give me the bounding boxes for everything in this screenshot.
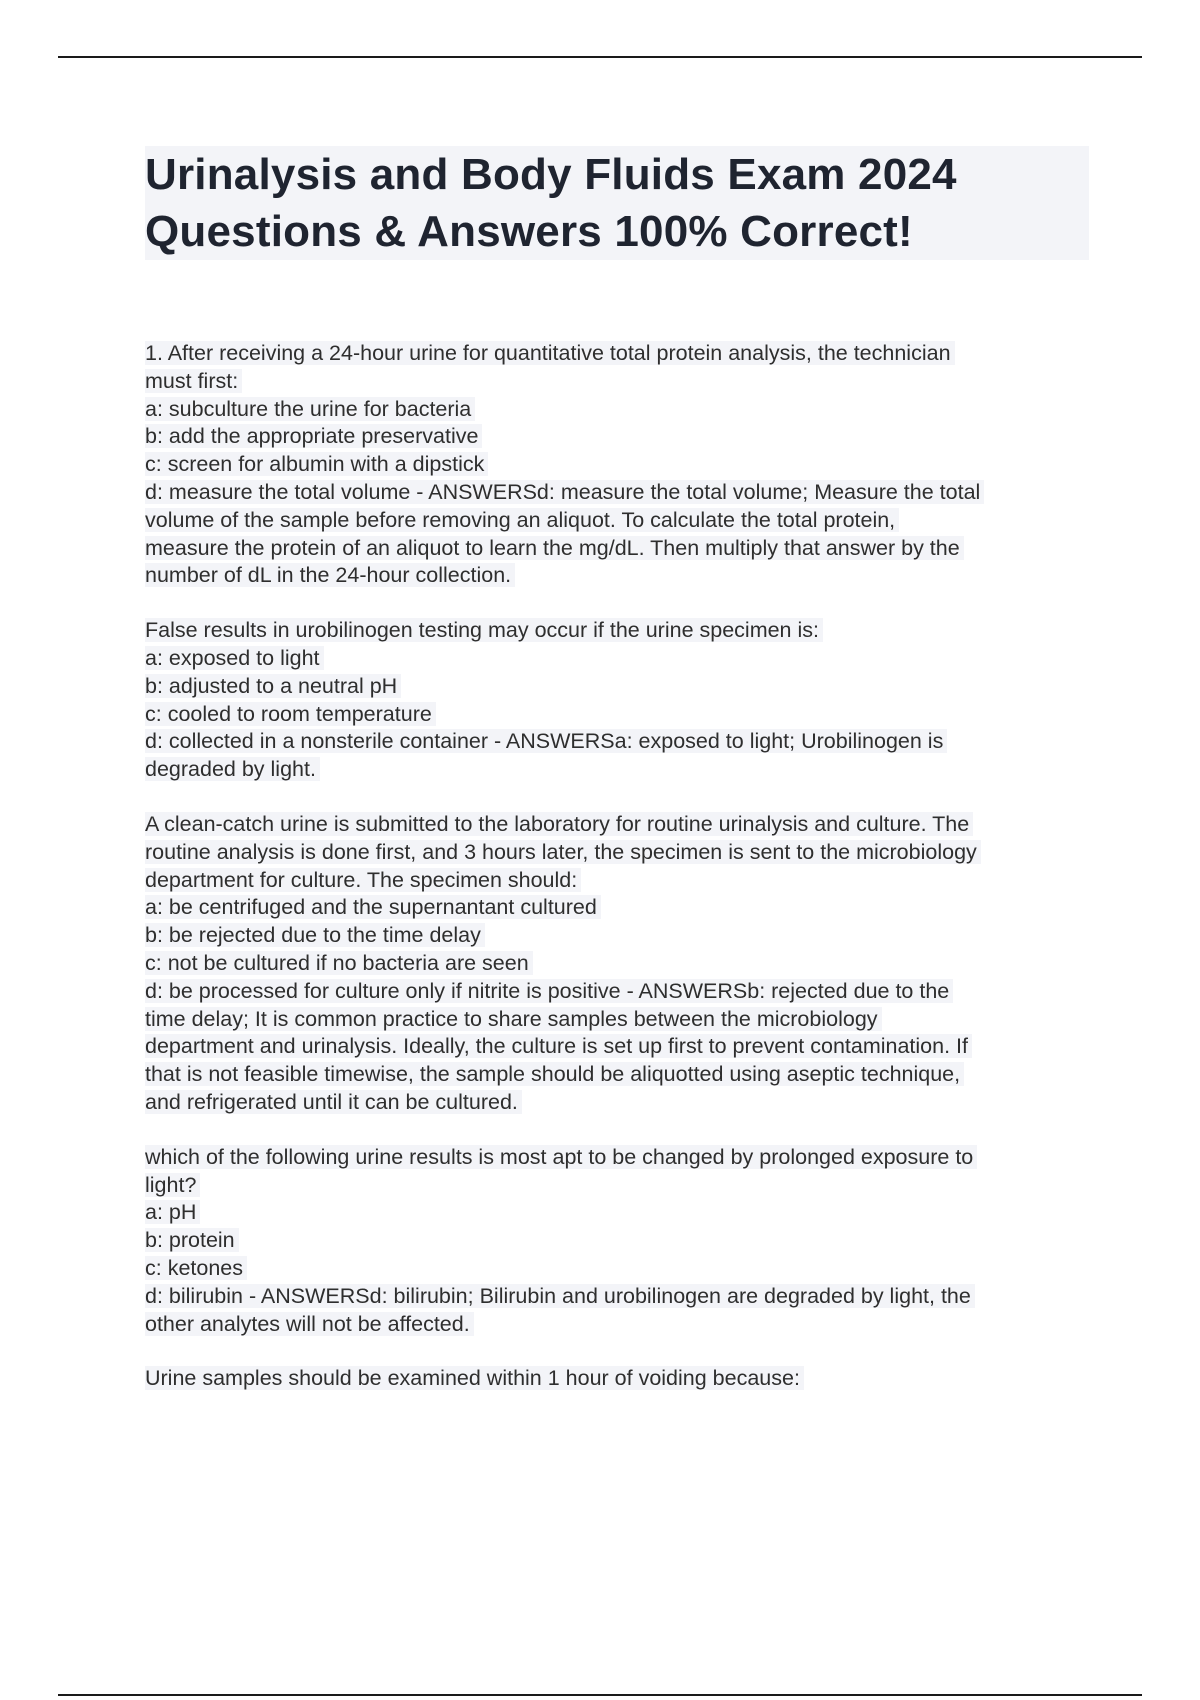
option-b: b: add the appropriate preservative bbox=[145, 423, 1089, 451]
question-5 bbox=[145, 1365, 1089, 1393]
option-d-answer: d: collected in a nonsterile container - ANSWERSa: exposed to light; Urobilinogen is bbox=[145, 728, 1089, 756]
option-a: a: pH bbox=[145, 1199, 1089, 1227]
answer-explanation: department and urinalysis. Ideally, the culture is set up first to prevent contamination. If bbox=[145, 1033, 1089, 1061]
question-text: False results in urobilinogen testing may occur if the urine specimen is: bbox=[145, 617, 1089, 645]
question-2 bbox=[145, 617, 1089, 784]
question-text: A clean-catch urine is submitted to the laboratory for routine urinalysis and culture. The bbox=[145, 811, 1089, 839]
option-b: b: adjusted to a neutral pH bbox=[145, 673, 1089, 701]
document-title bbox=[145, 146, 1089, 260]
question-text: Urine samples should be examined within 1 hour of voiding because: bbox=[145, 1365, 1089, 1393]
option-a: a: be centrifuged and the supernantant cultured bbox=[145, 894, 1089, 922]
option-c: c: cooled to room temperature bbox=[145, 701, 1089, 729]
question-text: which of the following urine results is most apt to be changed by prolonged exposure to bbox=[145, 1144, 1089, 1172]
option-c: c: screen for albumin with a dipstick bbox=[145, 451, 1089, 479]
option-d-answer: d: bilirubin - ANSWERSd: bilirubin; Bilirubin and urobilinogen are degraded by light, the bbox=[145, 1283, 1089, 1311]
answer-explanation: time delay; It is common practice to share samples between the microbiology bbox=[145, 1006, 1089, 1034]
bottom-rule bbox=[58, 1694, 1142, 1696]
option-c: c: not be cultured if no bacteria are seen bbox=[145, 950, 1089, 978]
question-text: routine analysis is done first, and 3 hours later, the specimen is sent to the microbiology bbox=[145, 839, 1089, 867]
answer-explanation: number of dL in the 24-hour collection. bbox=[145, 562, 1089, 590]
question-text: department for culture. The specimen should: bbox=[145, 867, 1089, 895]
option-d-answer: d: be processed for culture only if nitrite is positive - ANSWERSb: rejected due to the bbox=[145, 978, 1089, 1006]
question-text: light? bbox=[145, 1172, 1089, 1200]
question-1 bbox=[145, 340, 1089, 590]
question-text: 1. After receiving a 24-hour urine for quantitative total protein analysis, the technician bbox=[145, 340, 1089, 368]
option-b: b: be rejected due to the time delay bbox=[145, 922, 1089, 950]
option-c: c: ketones bbox=[145, 1255, 1089, 1283]
answer-explanation: measure the protein of an aliquot to learn the mg/dL. Then multiply that answer by the bbox=[145, 535, 1089, 563]
answer-explanation: volume of the sample before removing an aliquot. To calculate the total protein, bbox=[145, 507, 1089, 535]
option-a: a: subculture the urine for bacteria bbox=[145, 396, 1089, 424]
option-a: a: exposed to light bbox=[145, 645, 1089, 673]
questions-list bbox=[145, 340, 1089, 1420]
answer-explanation: other analytes will not be affected. bbox=[145, 1311, 1089, 1339]
title-line-2: Questions & Answers 100% Correct! bbox=[145, 207, 913, 256]
answer-explanation: and refrigerated until it can be cultured. bbox=[145, 1089, 1089, 1117]
question-text: must first: bbox=[145, 368, 1089, 396]
answer-explanation: degraded by light. bbox=[145, 756, 1089, 784]
question-3 bbox=[145, 811, 1089, 1117]
top-rule bbox=[58, 56, 1142, 58]
title-line-1: Urinalysis and Body Fluids Exam 2024 bbox=[145, 150, 957, 199]
question-4 bbox=[145, 1144, 1089, 1339]
option-d-answer: d: measure the total volume - ANSWERSd: measure the total volume; Measure the total bbox=[145, 479, 1089, 507]
answer-explanation: that is not feasible timewise, the sample should be aliquotted using aseptic technique, bbox=[145, 1061, 1089, 1089]
option-b: b: protein bbox=[145, 1227, 1089, 1255]
